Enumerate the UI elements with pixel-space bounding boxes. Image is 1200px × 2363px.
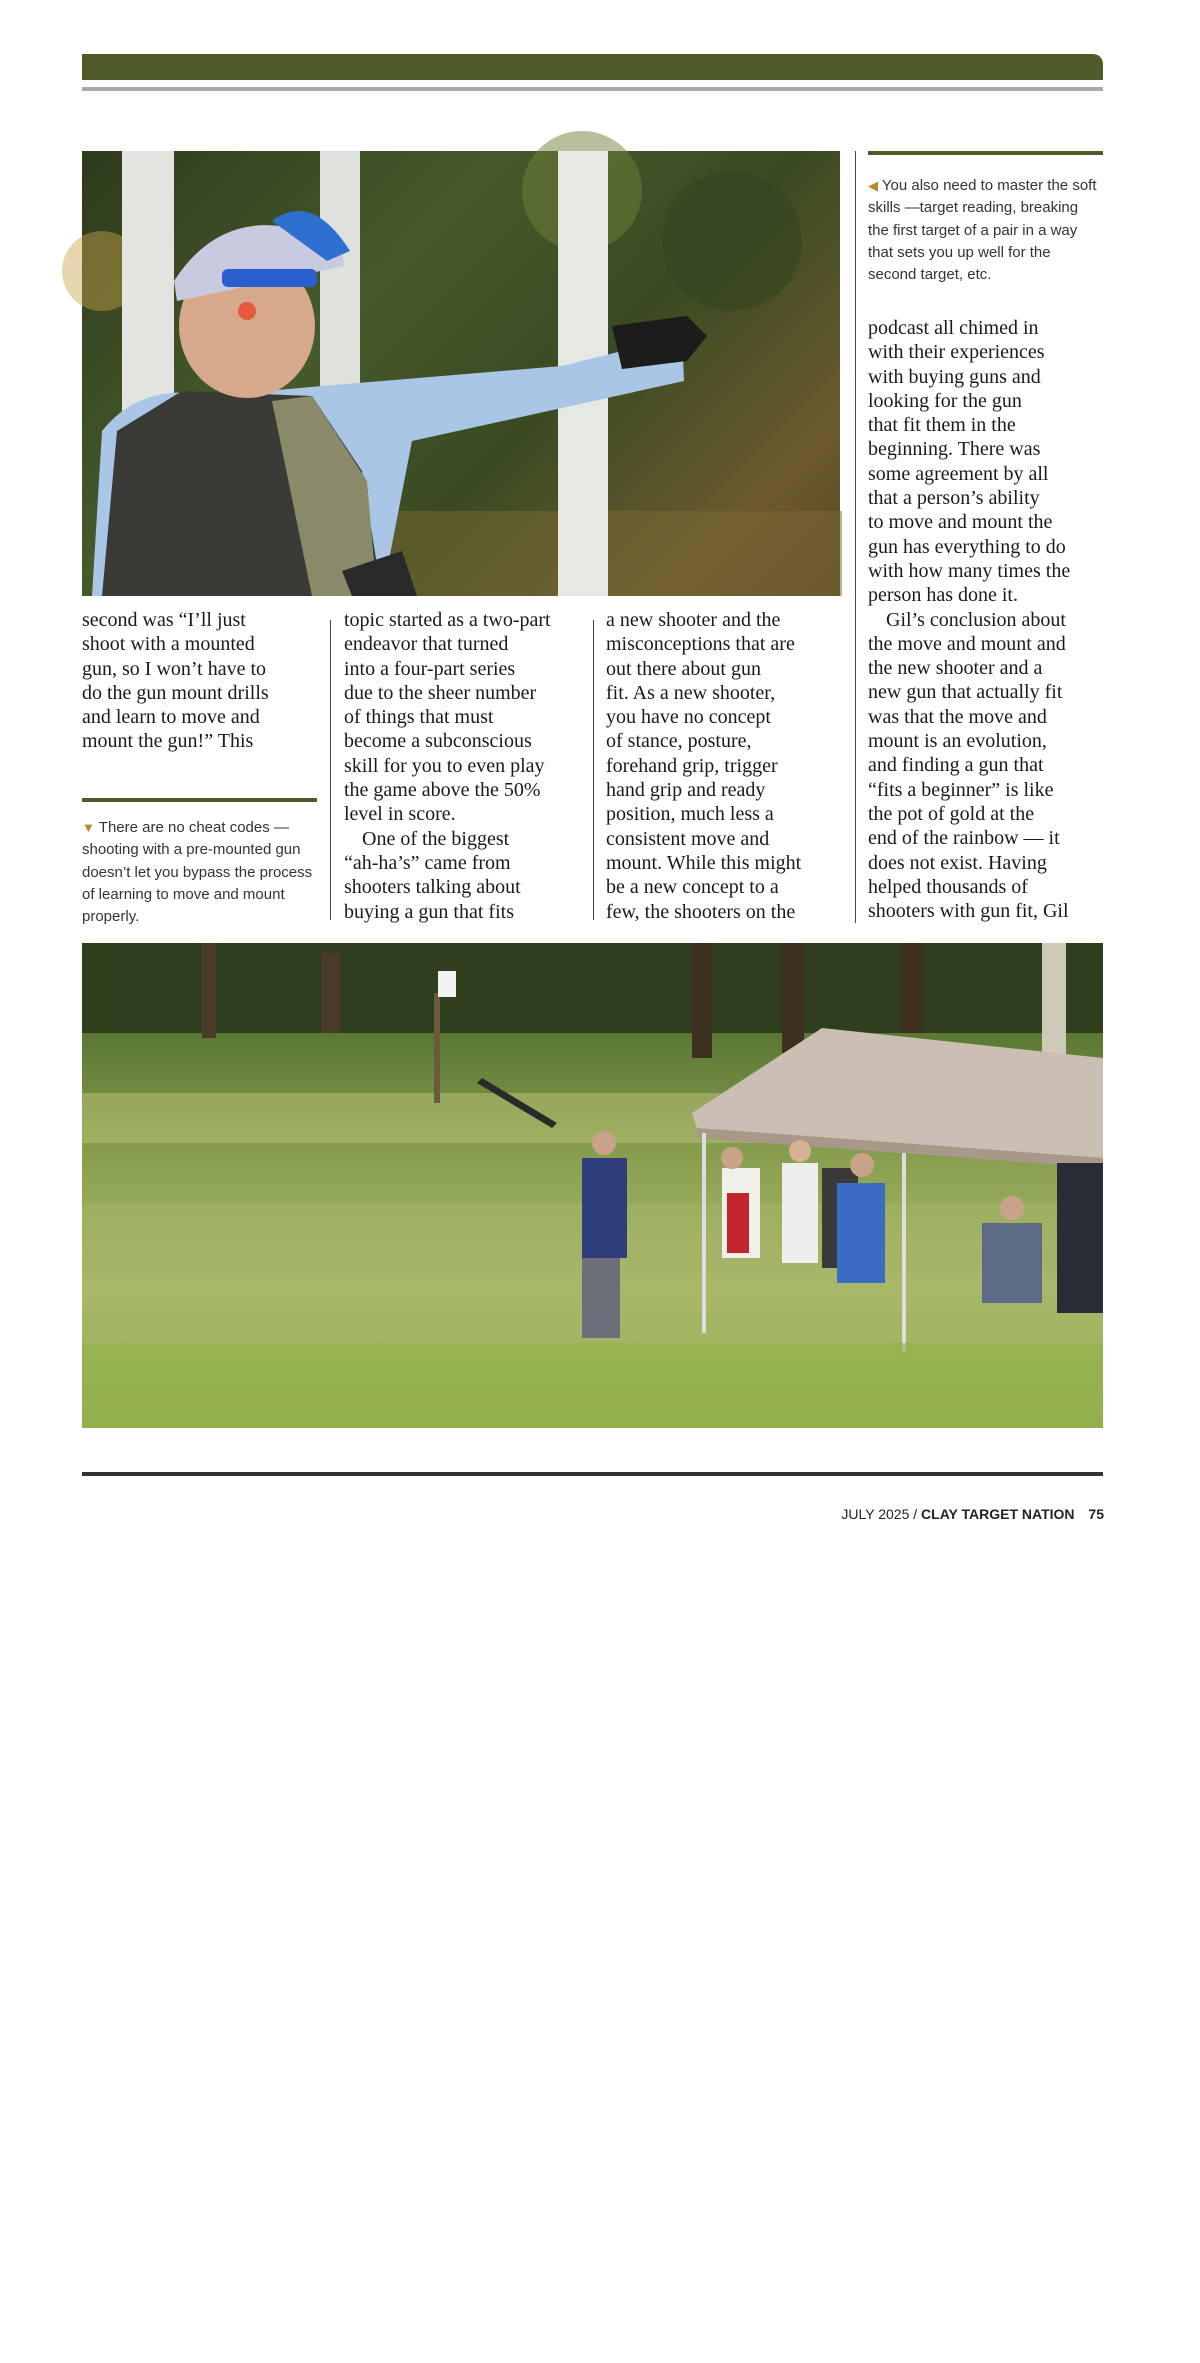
text-line: endeavor that turned bbox=[344, 633, 509, 656]
page-number: 75 bbox=[1088, 1506, 1104, 1522]
text-line: of stance, posture, bbox=[606, 730, 752, 753]
photo-caption-right bbox=[868, 175, 1103, 286]
text-line: person has done it. bbox=[868, 584, 1018, 607]
caption-text: You also need to master the soft skills —target reading, breaking the first target of a pair in a way that sets you up well for the second target, etc. bbox=[868, 177, 1097, 284]
text-line: with buying guns and bbox=[868, 365, 1041, 388]
text-line: fit. As a new shooter, bbox=[606, 681, 776, 704]
text-line: that fit them in the bbox=[868, 414, 1016, 437]
text-line: mount the gun!” This bbox=[82, 730, 254, 753]
magazine-name: CLAY TARGET NATION bbox=[921, 1506, 1075, 1522]
text-line: mount is an evolution, bbox=[868, 730, 1047, 753]
body-column-3 bbox=[606, 608, 851, 924]
header-color-bar bbox=[82, 54, 1103, 80]
text-line: you have no concept bbox=[606, 706, 771, 729]
text-line: beginning. There was bbox=[868, 438, 1041, 461]
left-arrow-icon: ◀ bbox=[868, 178, 878, 193]
text-line: level in score. bbox=[344, 803, 456, 826]
text-line: shooters talking about bbox=[344, 876, 521, 899]
text-line: due to the sheer number bbox=[344, 681, 537, 704]
text-line: helped thousands of bbox=[868, 875, 1028, 898]
down-arrow-icon: ▼ bbox=[82, 820, 95, 835]
text-line: “ah-ha’s” came from bbox=[344, 851, 511, 874]
caption-rule bbox=[82, 798, 317, 802]
text-line: and learn to move and bbox=[82, 706, 260, 729]
text-line: few, the shooters on the bbox=[606, 900, 796, 923]
text-line: skill for you to even play bbox=[344, 754, 545, 777]
text-line: podcast all chimed in bbox=[868, 317, 1039, 339]
header-rule bbox=[82, 87, 1103, 91]
text-line: with how many times the bbox=[868, 559, 1071, 582]
text-line: end of the rainbow — it bbox=[868, 827, 1060, 850]
text-line: that a person’s ability bbox=[868, 487, 1040, 510]
text-line: hand grip and ready bbox=[606, 779, 766, 802]
photo-caption-left bbox=[82, 817, 322, 928]
body-column-2 bbox=[344, 608, 589, 924]
text-line: was that the move and bbox=[868, 705, 1047, 728]
text-line: does not exist. Having bbox=[868, 851, 1047, 874]
text-line: some agreement by all bbox=[868, 462, 1049, 485]
text-line: become a subconscious bbox=[344, 730, 532, 753]
text-line: the new shooter and a bbox=[868, 657, 1043, 680]
column-divider bbox=[855, 151, 856, 923]
text-line: the pot of gold at the bbox=[868, 802, 1035, 825]
body-column-1 bbox=[82, 608, 322, 754]
text-line: the move and mount and bbox=[868, 632, 1066, 655]
text-line: of things that must bbox=[344, 706, 494, 729]
text-line: new gun that actually fit bbox=[868, 681, 1063, 704]
page-footer bbox=[841, 1506, 1104, 1522]
text-line: shooters with gun fit, Gil bbox=[868, 900, 1069, 923]
photo-credit: LEFTY RAY CHAPA bbox=[172, 2265, 183, 2363]
text-line: to move and mount the bbox=[868, 511, 1053, 534]
text-line: buying a gun that fits bbox=[344, 900, 514, 923]
text-line: position, much less a bbox=[606, 803, 774, 826]
text-line: with their experiences bbox=[868, 341, 1045, 364]
text-line: looking for the gun bbox=[868, 389, 1022, 412]
text-line: topic started as a two-part bbox=[344, 609, 551, 631]
caption-text: There are no cheat codes — shooting with a pre-mounted gun doesn’t let you bypass the process of learning to move and mount properly. bbox=[82, 819, 313, 926]
text-line: the game above the 50% bbox=[344, 779, 541, 802]
text-line: second was “I’ll just bbox=[82, 609, 246, 631]
column-divider bbox=[593, 620, 594, 920]
footer-rule bbox=[82, 1472, 1103, 1476]
column-divider bbox=[330, 620, 331, 920]
text-line: gun has everything to do bbox=[868, 535, 1066, 558]
issue-date: JULY 2025 / bbox=[841, 1506, 918, 1522]
text-line: consistent move and bbox=[606, 827, 770, 850]
text-line: out there about gun bbox=[606, 657, 761, 680]
body-column-4 bbox=[868, 316, 1108, 923]
caption-rule bbox=[868, 151, 1103, 155]
text-line: gun, so I won’t have to bbox=[82, 657, 267, 680]
text-line: shoot with a mounted bbox=[82, 633, 255, 656]
text-line: a new shooter and the bbox=[606, 609, 781, 631]
text-line: and finding a gun that bbox=[868, 754, 1044, 777]
text-line: mount. While this might bbox=[606, 851, 802, 874]
text-line: be a new concept to a bbox=[606, 876, 779, 899]
text-line: “fits a beginner” is like bbox=[868, 778, 1054, 801]
text-line: forehand grip, trigger bbox=[606, 754, 778, 777]
text-line: Gil’s conclusion about bbox=[886, 608, 1066, 631]
text-line: into a four-part series bbox=[344, 657, 516, 680]
photo-credit: LEFTY RAY CHAPA bbox=[874, 583, 885, 681]
text-line: One of the biggest bbox=[362, 827, 510, 850]
text-line: misconceptions that are bbox=[606, 633, 795, 656]
text-line: do the gun mount drills bbox=[82, 681, 269, 704]
